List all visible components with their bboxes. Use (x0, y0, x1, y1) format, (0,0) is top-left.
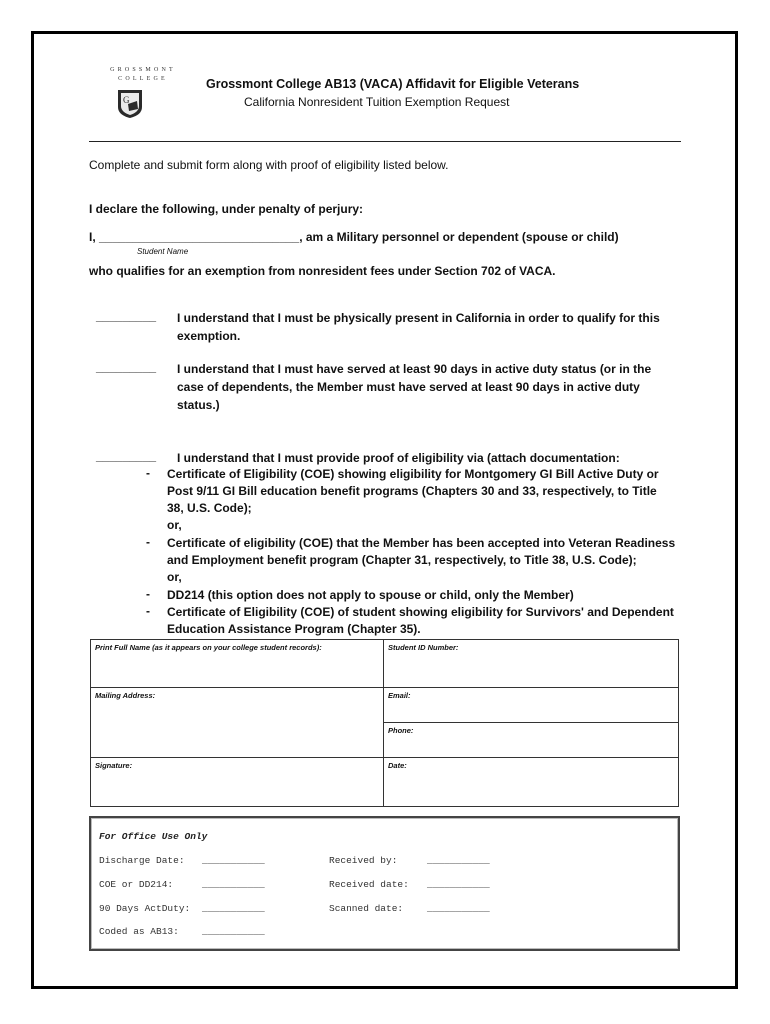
scanned-date-blank[interactable]: ___________ (427, 903, 490, 914)
initial-blank-3[interactable]: _________ (96, 449, 157, 463)
proof-4-line: Education Assistance Program (Chapter 35). (167, 622, 421, 636)
coded-ab13-label: Coded as AB13: (99, 926, 179, 937)
initial-blank-2[interactable]: _________ (96, 360, 157, 374)
student-id-field[interactable] (384, 640, 679, 688)
proof-option-2 (167, 535, 675, 586)
student-name-caption: Student Name (137, 247, 189, 256)
logo-line-2: COLLEGE (118, 76, 168, 82)
scanned-date-label: Scanned date: (329, 903, 404, 914)
item-2-line-2: case of dependents, the Member must have served at least 90 days in active duty (177, 380, 640, 394)
proof-2-line: and Employment benefit program (Chapter 31, respectively, to Title 38, U.S. Code); (167, 553, 637, 567)
mailing-address-field[interactable] (91, 688, 384, 758)
proof-1-line: 38, U.S. Code); (167, 501, 252, 515)
item-2-line-3: status.) (177, 398, 220, 412)
proof-3-line: DD214 (this option does not apply to spouse or child, only the Member) (167, 588, 574, 602)
received-by-blank[interactable]: ___________ (427, 855, 490, 866)
proof-1-or: or, (167, 518, 182, 532)
proof-1-line: Certificate of Eligibility (COE) showing eligibility for Montgomery GI Bill Active Duty or (167, 467, 659, 481)
coe-dd214-label: COE or DD214: (99, 879, 174, 890)
logo-line-1: GROSSMONT (110, 67, 176, 73)
received-date-blank[interactable]: ___________ (427, 879, 490, 890)
full-name-field[interactable] (91, 640, 384, 688)
discharge-date-label: Discharge Date: (99, 855, 185, 866)
phone-field[interactable] (384, 723, 679, 758)
form-subtitle: California Nonresident Tuition Exemption Request (244, 95, 510, 109)
full-name-label: Print Full Name (as it appears on your college student records): (95, 643, 322, 652)
discharge-date-blank[interactable]: ___________ (202, 855, 265, 866)
exemption-statement: who qualifies for an exemption from nonresident fees under Section 702 of VACA. (89, 264, 556, 278)
header-divider (89, 141, 681, 142)
mailing-address-label: Mailing Address: (95, 691, 156, 700)
date-label: Date: (388, 761, 407, 770)
proof-4-line: Certificate of Eligibility (COE) of student showing eligibility for Survivors' and Dependent (167, 605, 674, 619)
proof-option-1 (167, 466, 659, 534)
college-logo-text (98, 66, 188, 84)
proof-option-3 (167, 587, 574, 604)
received-date-label: Received date: (329, 879, 409, 890)
coe-dd214-blank[interactable]: ___________ (202, 879, 265, 890)
item-2-line-1: I understand that I must have served at least 90 days in active duty status (or in the (177, 362, 652, 376)
item-3-line-1: I understand that I must provide proof of eligibility via (attach documentation: (177, 451, 620, 465)
form-title: Grossmont College AB13 (VACA) Affidavit for Eligible Veterans (206, 77, 580, 91)
svg-text:G: G (123, 95, 130, 105)
bullet-dash: - (146, 466, 150, 480)
bullet-dash: - (146, 535, 150, 549)
proof-option-4 (167, 604, 674, 638)
initial-blank-1[interactable]: _________ (96, 309, 157, 323)
office-use-box (89, 816, 680, 951)
coded-ab13-blank[interactable]: ___________ (202, 926, 265, 937)
bullet-dash: - (146, 604, 150, 618)
proof-2-line: Certificate of eligibility (COE) that the Member has been accepted into Veteran Readiness (167, 536, 676, 550)
active-duty-label: 90 Days ActDuty: (99, 903, 191, 914)
bullet-dash: - (146, 587, 150, 601)
active-duty-blank[interactable]: ___________ (202, 903, 265, 914)
office-use-heading: For Office Use Only (99, 831, 208, 842)
declaration-heading: I declare the following, under penalty of perjury: (89, 202, 364, 216)
item-1-line-1: I understand that I must be physically present in California in order to qualify for this (177, 311, 660, 325)
email-field[interactable] (384, 688, 679, 723)
signature-label: Signature: (95, 761, 133, 770)
date-field[interactable] (384, 758, 679, 807)
proof-2-or: or, (167, 570, 182, 584)
college-shield-icon (117, 89, 143, 119)
phone-label: Phone: (388, 726, 414, 735)
item-1-line-2: exemption. (177, 329, 241, 343)
email-label: Email: (388, 691, 411, 700)
received-by-label: Received by: (329, 855, 398, 866)
student-id-label: Student ID Number: (388, 643, 459, 652)
intro-text: Complete and submit form along with proof of eligibility listed below. (89, 158, 449, 172)
signature-field[interactable] (91, 758, 384, 807)
proof-1-line: Post 9/11 GI Bill education benefit programs (Chapters 30 and 33, respectively, to Title (167, 484, 657, 498)
student-name-line[interactable]: I, ______________________________, am a Military personnel or dependent (spouse or child) (89, 230, 619, 244)
student-info-table (90, 639, 679, 807)
